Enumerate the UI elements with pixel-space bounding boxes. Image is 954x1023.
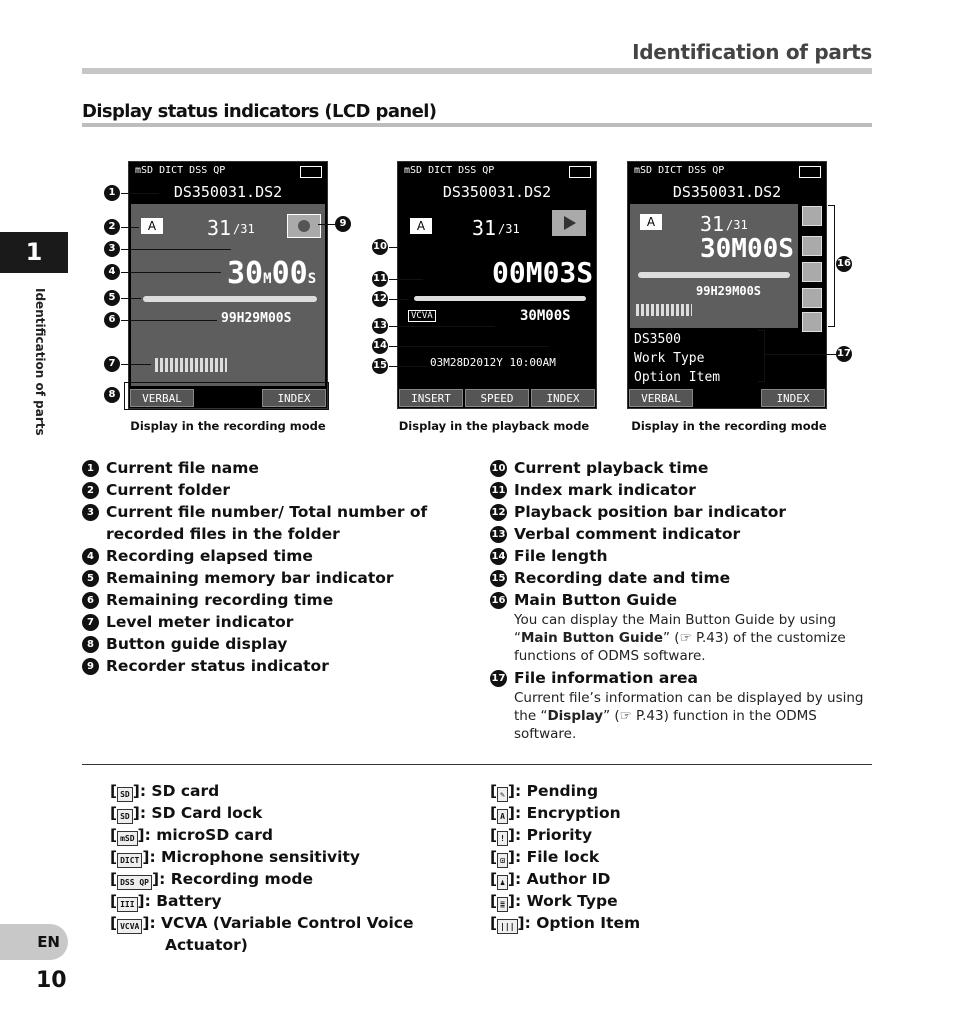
callout-11: 11 bbox=[372, 271, 388, 287]
lcd-screen bbox=[400, 204, 594, 386]
priority-icon: ! bbox=[497, 831, 508, 846]
callout-13: 13 bbox=[372, 318, 388, 334]
folder-icon: A bbox=[640, 214, 662, 230]
language-tab bbox=[0, 924, 68, 960]
level-meter bbox=[636, 304, 692, 316]
list-item: 1 Current file name bbox=[82, 457, 462, 479]
remaining-memory-bar bbox=[638, 272, 790, 278]
folder-icon: A bbox=[141, 218, 163, 234]
callout-8-box bbox=[124, 382, 329, 410]
level-meter bbox=[155, 358, 227, 372]
page-header-title: Identification of parts bbox=[632, 40, 872, 64]
btn-index: INDEX bbox=[262, 389, 326, 407]
file-icon bbox=[802, 206, 822, 226]
work-type: Work Type bbox=[634, 351, 705, 366]
lcd-screen: A 31 /31 30M00S 99H29M00S bbox=[131, 204, 325, 386]
callout-8: 8 bbox=[104, 387, 120, 403]
callout-2: 2 bbox=[104, 219, 120, 235]
work-type-icon: ≣ bbox=[497, 897, 508, 912]
file-number: 31 bbox=[207, 216, 232, 240]
btn-index: INDEX bbox=[531, 389, 595, 407]
legend-row: [ SD ]: SD card bbox=[110, 782, 220, 800]
button-guide bbox=[628, 388, 826, 408]
play-status-icon bbox=[552, 210, 586, 236]
elapsed-time: 30M00S bbox=[700, 234, 794, 264]
callout-10: 10 bbox=[372, 239, 388, 255]
legend-row: [ ≣ ]: Work Type bbox=[490, 892, 618, 910]
file-length: 30M00S bbox=[520, 308, 571, 324]
icon-legend-left bbox=[110, 780, 413, 956]
legend-row: [ DICT ]: Microphone sensitivity bbox=[110, 848, 360, 866]
rewind-icon bbox=[802, 312, 822, 332]
option-item: Option Item bbox=[634, 370, 721, 385]
lcd-screen bbox=[630, 204, 798, 328]
caption-panel-3: Display in the recording mode bbox=[631, 419, 827, 433]
legend-row: [ ♟ ]: Author ID bbox=[490, 870, 611, 888]
play-icon bbox=[802, 288, 822, 308]
legend-row: [ A ]: Encryption bbox=[490, 804, 621, 822]
list-item: 10 Current playback time bbox=[491, 459, 709, 477]
vcva-indicator: VCVA bbox=[408, 310, 436, 322]
callout-3: 3 bbox=[104, 241, 120, 257]
remaining-time: 99H29M00S bbox=[221, 311, 292, 326]
main-button-guide-description: You can display the Main Button Guide by using “Main Button Guide” (☞ P.43) of the customize functions of ODMS software. bbox=[514, 612, 846, 664]
battery-icon bbox=[300, 166, 322, 178]
list-item: 15 Recording date and time bbox=[491, 569, 731, 587]
battery-icon: III bbox=[117, 897, 137, 912]
vcva-icon: VCVA bbox=[117, 919, 142, 934]
legend-row: [ VCVA ]: VCVA (Variable Control Voice bbox=[110, 914, 414, 932]
list-item: 6 Remaining recording time bbox=[82, 589, 462, 611]
lcd-panel-recording-2 bbox=[627, 161, 827, 409]
divider bbox=[82, 764, 872, 765]
lcd-top-icons: mSD DICT DSS QP bbox=[398, 162, 596, 182]
legend-row: [ ✎ ]: Pending bbox=[490, 782, 599, 800]
remaining-memory-bar bbox=[143, 296, 317, 302]
list-item: 2 Current folder bbox=[82, 479, 462, 501]
file-number: 31 bbox=[472, 216, 497, 240]
btn-verbal: VERBAL bbox=[629, 389, 693, 407]
chapter-side-label: Identification of parts bbox=[33, 288, 47, 436]
callout-4: 4 bbox=[104, 264, 120, 280]
callout-7: 7 bbox=[104, 356, 120, 372]
callout-14: 14 bbox=[372, 338, 388, 354]
callout-5: 5 bbox=[104, 290, 120, 306]
callout-1: 1 bbox=[104, 185, 120, 201]
callout-16: 16 bbox=[836, 256, 852, 272]
file-total: /31 bbox=[498, 222, 520, 236]
file-total: /31 bbox=[726, 218, 748, 232]
legend-row: [ mSD ]: microSD card bbox=[110, 826, 273, 844]
list-item: 11 Index mark indicator bbox=[491, 481, 696, 499]
folder-icon: A bbox=[410, 218, 432, 234]
file-info-description: Current file’s information can be displayed by using the “Display” (☞ P.43) function in the ODMS software. bbox=[514, 690, 864, 742]
remaining-time: 99H29M00S bbox=[696, 284, 762, 298]
list-item: 5 Remaining memory bar indicator bbox=[82, 567, 462, 589]
sd-lock-icon: SD bbox=[117, 809, 133, 824]
icon-legend-right bbox=[490, 780, 640, 934]
page-number: 10 bbox=[36, 968, 67, 993]
battery-icon bbox=[799, 166, 821, 178]
legend-row: [ ⊡ ]: File lock bbox=[490, 848, 600, 866]
btn-verbal: VERBAL bbox=[130, 389, 194, 407]
caption-panel-2: Display in the playback mode bbox=[398, 419, 590, 433]
microsd-icon: mSD bbox=[117, 831, 137, 846]
legend-row: [ SD ]: SD Card lock bbox=[110, 804, 263, 822]
callout-15: 15 bbox=[372, 358, 388, 374]
callout-6: 6 bbox=[104, 312, 120, 328]
lcd-filename: DS350031.DS2 bbox=[442, 183, 552, 201]
right-legend-list bbox=[490, 457, 870, 743]
section-rule bbox=[82, 123, 872, 127]
btn-insert: INSERT bbox=[399, 389, 463, 407]
language-label: EN bbox=[37, 933, 60, 951]
legend-row: Actuator) bbox=[165, 936, 248, 954]
caption-panel-1: Display in the recording mode bbox=[130, 419, 326, 433]
chapter-number: 1 bbox=[0, 232, 68, 273]
callout-9: 9 bbox=[335, 216, 351, 232]
recording-mode-icon: DSS QP bbox=[117, 875, 152, 890]
legend-row: [ III ]: Battery bbox=[110, 892, 222, 910]
stop-icon bbox=[802, 262, 822, 282]
recording-datetime: 03M28D2012Y 10:00AM bbox=[430, 356, 556, 369]
record-status-icon bbox=[287, 214, 321, 238]
legend-row: [ ! ]: Priority bbox=[490, 826, 593, 844]
author-id: DS3500 bbox=[634, 332, 681, 347]
btn-speed: SPEED bbox=[465, 389, 529, 407]
record-icon bbox=[802, 236, 822, 256]
file-info-area bbox=[634, 330, 720, 387]
lcd-filename: DS350031.DS2 bbox=[672, 183, 782, 201]
list-item: 8 Button guide display bbox=[82, 633, 462, 655]
author-id-icon: ♟ bbox=[497, 875, 508, 890]
list-item: 9 Recorder status indicator bbox=[82, 655, 462, 677]
list-item: 12 Playback position bar indicator bbox=[491, 503, 786, 521]
header-rule bbox=[82, 68, 872, 74]
left-legend-list bbox=[82, 457, 462, 677]
legend-row: [ ||| ]: Option Item bbox=[490, 914, 641, 932]
section-title: Display status indicators (LCD panel) bbox=[82, 101, 437, 122]
lcd-top-icons: mSD DICT DSS QP bbox=[628, 162, 826, 182]
sd-card-icon: SD bbox=[117, 787, 133, 802]
lcd-panel-playback bbox=[397, 161, 597, 409]
callout-17: 17 bbox=[836, 346, 852, 362]
list-item: 14 File length bbox=[491, 547, 608, 565]
list-item: 13 Verbal comment indicator bbox=[491, 525, 741, 543]
list-item: 4 Recording elapsed time bbox=[82, 545, 462, 567]
lcd-filename: DS350031.DS2 bbox=[173, 183, 283, 201]
option-item-icon: ||| bbox=[497, 919, 517, 934]
battery-icon bbox=[569, 166, 591, 178]
lcd-panel-recording-1 bbox=[128, 161, 328, 409]
list-item: 16 Main Button Guide bbox=[491, 591, 678, 609]
button-guide bbox=[398, 388, 596, 408]
btn-index: INDEX bbox=[761, 389, 825, 407]
callout-12: 12 bbox=[372, 291, 388, 307]
list-item: 7 Level meter indicator bbox=[82, 611, 462, 633]
file-number: 31 bbox=[700, 212, 725, 236]
file-total: /31 bbox=[233, 222, 255, 236]
file-lock-icon: ⊡ bbox=[497, 853, 508, 868]
playback-position-bar bbox=[414, 296, 586, 301]
legend-row: [ DSS QP ]: Recording mode bbox=[110, 870, 313, 888]
list-item: 3 Current file number/ Total number of recorded files in the folder bbox=[82, 501, 462, 545]
encryption-icon: A bbox=[497, 809, 508, 824]
mic-sensitivity-icon: DICT bbox=[117, 853, 142, 868]
lcd-top-icons: mSD DICT DSS QP bbox=[129, 162, 327, 182]
pending-icon: ✎ bbox=[497, 787, 508, 802]
playback-time: 00M03S bbox=[492, 256, 594, 289]
list-item: 17 File information area bbox=[491, 669, 698, 687]
